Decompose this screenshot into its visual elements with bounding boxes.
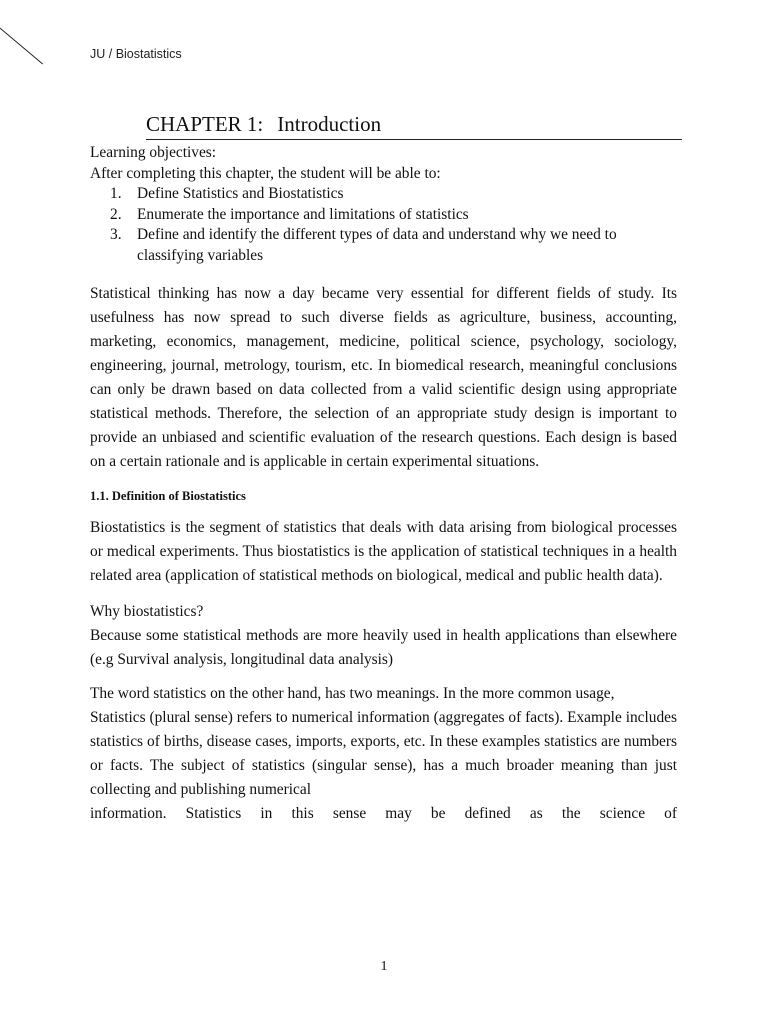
objectives-heading: Learning objectives: bbox=[90, 144, 217, 161]
meanings-paragraph: The word statistics on the other hand, has two meanings. In the more common usage, bbox=[90, 685, 615, 702]
chapter-name: Introduction bbox=[277, 112, 382, 136]
intro-paragraph: Statistical thinking has now a day became very essential for different fields of study. Its usefulness has now spread to such diverse fields as agriculture, business, accounting, marketing, economics, management, medicine, political science, psychology, sociology, engineering, journal, metrology, tourism, etc. In biomedical research, meaningful conclusions can only be drawn based on data collected from a valid scientific design using appropriate statistical methods. Therefore, the selection of an appropriate study design is important to provide an unbiased and scientific evaluation of the research questions. Each design is based on a certain rationale and is applicable in certain experimental situations. bbox=[90, 285, 677, 470]
page-content bbox=[90, 143, 677, 826]
chapter-number: CHAPTER 1: bbox=[146, 112, 264, 136]
objective-item: 2. Enumerate the importance and limitations of statistics bbox=[110, 205, 469, 223]
corner-mark bbox=[0, 21, 43, 64]
plural-sense-paragraph bbox=[90, 706, 677, 826]
objectives-list bbox=[90, 184, 677, 266]
why-paragraph: Because some statistical methods are more heavily used in health applications than elsewhere (e.g Survival analysis, longitudinal data analysis) bbox=[90, 627, 677, 668]
why-heading: Why biostatistics? bbox=[90, 603, 204, 620]
objectives-intro: After completing this chapter, the student will be able to: bbox=[90, 164, 441, 182]
section-heading: 1.1. Definition of Biostatistics bbox=[90, 489, 246, 503]
objective-item: 1. Define Statistics and Biostatistics bbox=[110, 185, 344, 202]
plural-sense-text: Statistics (plural sense) refers to numerical information (aggregates of facts). Example includes statistics of births, disease cases, imports, exports, etc. In these examples statistics are numbers or facts. The subject of statistics (singular sense), has a much broader meaning than just collecting and publishing numerical bbox=[90, 709, 677, 798]
definition-paragraph: Biostatistics is the segment of statistics that deals with data arising from biological processes or medical experiments. Thus biostatistics is the application of statistical techniques in a health related area (application of statistical methods on biological, medical and public health data). bbox=[90, 519, 677, 584]
plural-sense-last-line: information. Statistics in this sense may be defined as the science of bbox=[90, 805, 677, 822]
running-header: JU / Biostatistics bbox=[90, 47, 182, 61]
page-number: 1 bbox=[380, 959, 388, 974]
chapter-title bbox=[146, 111, 682, 140]
objective-item: 3. Define and identify the different types of data and understand why we need to classifying variables bbox=[110, 226, 617, 264]
